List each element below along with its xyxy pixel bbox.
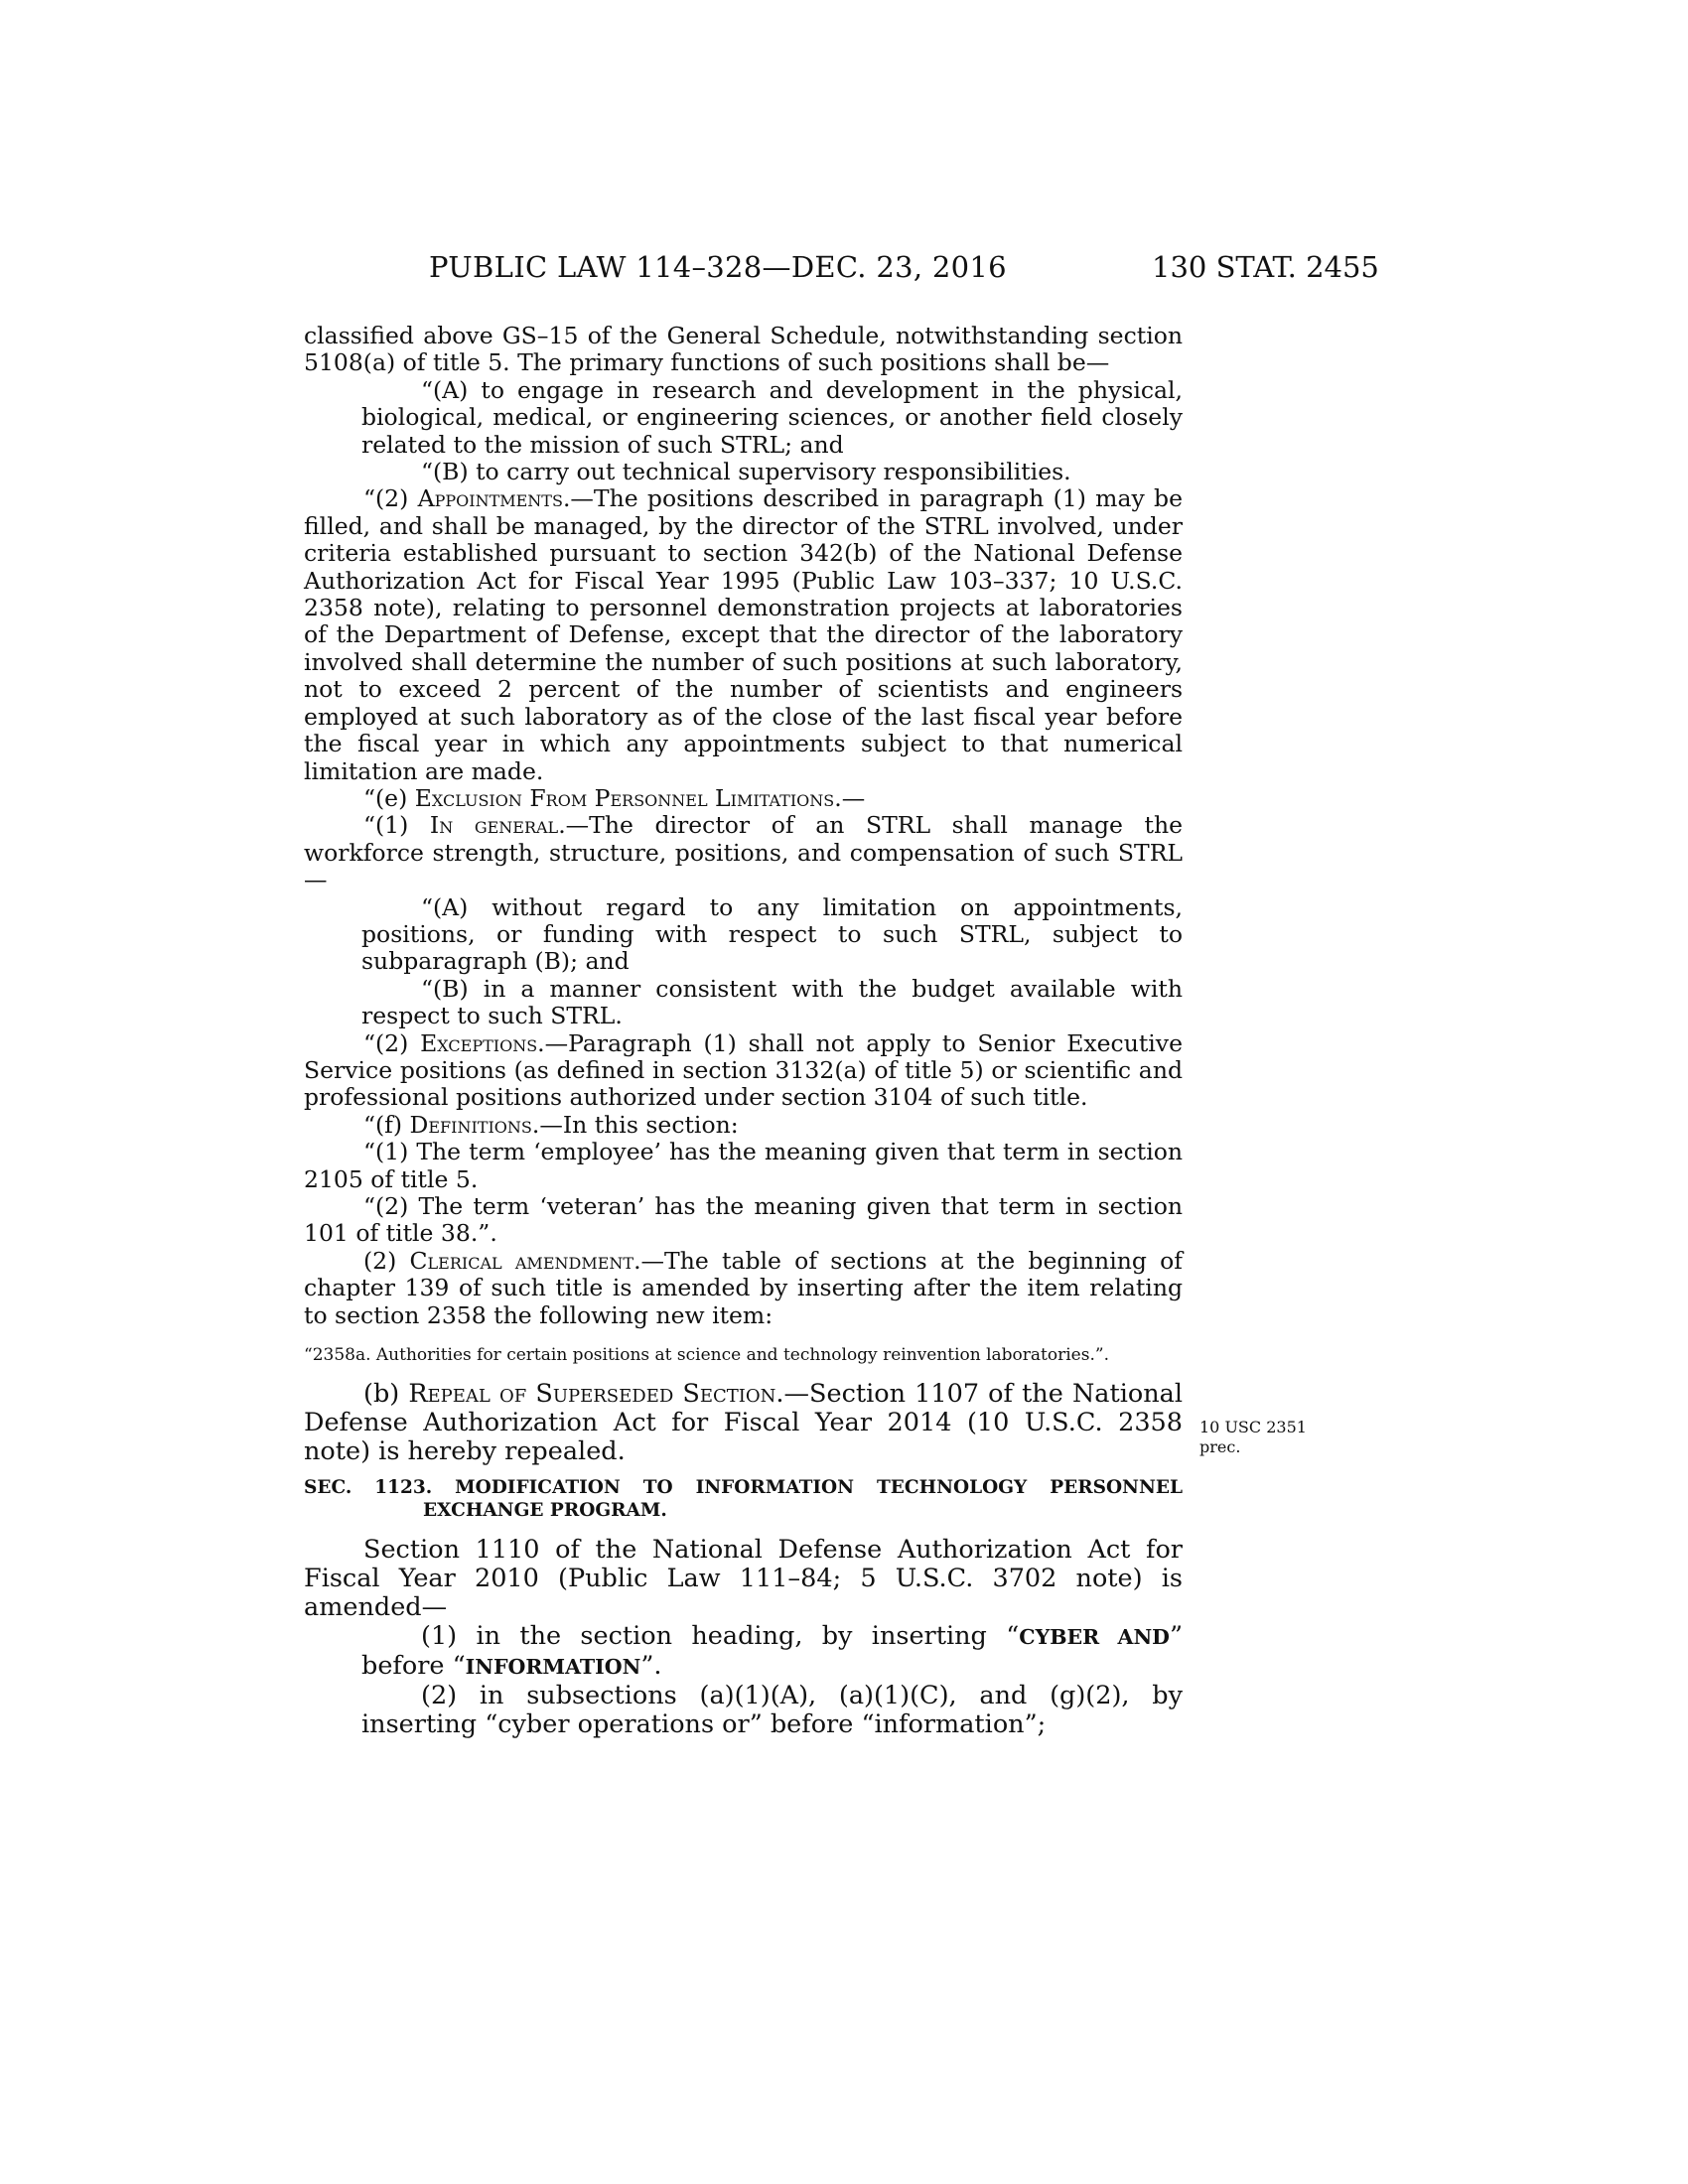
paragraph-appointments bbox=[304, 485, 1183, 784]
amendment-text: ” before “ bbox=[361, 1621, 1184, 1682]
subsection-e-heading bbox=[304, 785, 1183, 812]
amendment-item-2: (2) in subsections (a)(1)(A), (a)(1)(C), and (g)(2), by inserting “cyber operations or” before “information”; bbox=[361, 1681, 1183, 1740]
subsection-b-repeal bbox=[304, 1380, 1183, 1466]
subsection-text: .—In this section: bbox=[531, 1110, 739, 1139]
inserted-words: CYBER AND bbox=[1019, 1625, 1170, 1650]
section-intro: Section 1110 of the National Defense Authorization Act for Fiscal Year 2010 (Public Law 111–84; 5 U.S.C. 3702 note) is amended— bbox=[304, 1535, 1183, 1623]
definition-employee: “(1) The term ‘employee’ has the meaning given that term in section 2105 of title 5. bbox=[304, 1138, 1183, 1193]
running-header-title: PUBLIC LAW 114–328—DEC. 23, 2016 bbox=[429, 250, 1007, 284]
paragraph-text: .—The positions described in paragraph (1) may be filled, and shall be managed, by the director of the STRL involved, under criteria established pursuant to section 342(b) of the National Defense Authorization Act for Fiscal Year 1995 (Public Law 103–337; 10 U.S.C. 2358 note), relating to personnel demonstration projects at laboratories of the Department of Defense, except that the director of the laboratory involved shall determine the number of such positions at such laboratory, not to exceed 2 percent of the number of scientists and engineers employed at such laboratory as of the close of the last fiscal year before the fiscal year in which any appointments subject to that numerical limitation are made. bbox=[304, 484, 1183, 785]
subsection-f-heading bbox=[304, 1112, 1183, 1139]
subparagraph-a: “(A) without regard to any limitation on appointments, positions, or funding with respect to such STRL, subject to subparagraph (B); and bbox=[361, 892, 1183, 976]
paragraph-number: (2) bbox=[363, 1246, 410, 1275]
page-number-stat: 130 STAT. 2455 bbox=[1152, 250, 1379, 284]
subparagraph-b: “(B) to carry out technical supervisory responsibilities. bbox=[421, 458, 1071, 486]
margin-citation-line: prec. bbox=[1199, 1437, 1241, 1456]
paragraph-number: “(2) bbox=[363, 1028, 421, 1057]
paragraph-text: .—Paragraph (1) shall not apply to Senior Executive Service positions (as defined in section 3132(a) of title 5) or scientific and professional positions authorized under section 3104 of such title. bbox=[304, 1028, 1183, 1112]
body-text bbox=[304, 323, 1183, 1739]
target-word: INFORMATION bbox=[465, 1655, 641, 1680]
subsection-heading: Definitions bbox=[409, 1110, 532, 1139]
paragraph-number: “(2) bbox=[363, 484, 418, 513]
table-of-sections-item: “2358a. Authorities for certain positions at science and technology reinvention laboratories.”. bbox=[304, 1345, 1109, 1366]
subsection-number: “(e) bbox=[363, 783, 415, 812]
subparagraph-a: “(A) to engage in research and development in the physical, biological, medical, or engineering sciences, or another field closely related to the mission of such STRL; and bbox=[361, 375, 1183, 459]
paragraph-heading: Exceptions bbox=[420, 1028, 538, 1057]
paragraph-exceptions bbox=[304, 1030, 1183, 1112]
margin-citation-line: 10 USC 2351 bbox=[1199, 1418, 1307, 1436]
subsection-dash: .— bbox=[834, 783, 866, 812]
paragraph-heading: Clerical amendment bbox=[409, 1246, 634, 1275]
subsection-number: (b) bbox=[363, 1379, 409, 1410]
margin-citation bbox=[1199, 1418, 1319, 1457]
paragraph-continuation: classified above GS–15 of the General Schedule, notwithstanding section 5108(a) of title 5. The primary functions of such positions shall be— bbox=[304, 322, 1183, 377]
definition-veteran: “(2) The term ‘veteran’ has the meaning given that term in section 101 of title 38.”. bbox=[304, 1192, 1183, 1248]
amendment-text: (1) in the section heading, by inserting “ bbox=[421, 1621, 1020, 1652]
paragraph-text: .—The director of an STRL shall manage the workforce strength, structure, positions, and compensation of such STRL— bbox=[304, 811, 1183, 894]
paragraph-clerical-amendment bbox=[304, 1248, 1183, 1329]
paragraph-heading: In general bbox=[429, 811, 559, 840]
amendment-item-1 bbox=[361, 1622, 1183, 1682]
paragraph-text: .—The table of sections at the beginning of chapter 139 of such title is amended by inserting after the item relating to section 2358 the following new item: bbox=[304, 1246, 1183, 1329]
subparagraph-b: “(B) in a manner consistent with the budget available with respect to such STRL. bbox=[361, 974, 1183, 1030]
section-heading: SEC. 1123. MODIFICATION TO INFORMATION TECHNOLOGY PERSONNEL EXCHANGE PROGRAM. bbox=[304, 1477, 1183, 1522]
amendment-text: ”. bbox=[640, 1651, 662, 1682]
subsection-number: “(f) bbox=[363, 1110, 410, 1139]
paragraph-heading: Appointments bbox=[417, 484, 563, 513]
subsection-heading: Exclusion From Personnel Limitations bbox=[414, 783, 835, 812]
paragraph-in-general bbox=[304, 812, 1183, 893]
subsection-heading: Repeal of Superseded Section bbox=[408, 1379, 776, 1410]
subsection-text: .—Section 1107 of the National Defense Authorization Act for Fiscal Year 2014 (10 U.S.C. 2358 note) is hereby repealed. bbox=[304, 1379, 1183, 1467]
paragraph-number: “(1) bbox=[363, 811, 430, 840]
